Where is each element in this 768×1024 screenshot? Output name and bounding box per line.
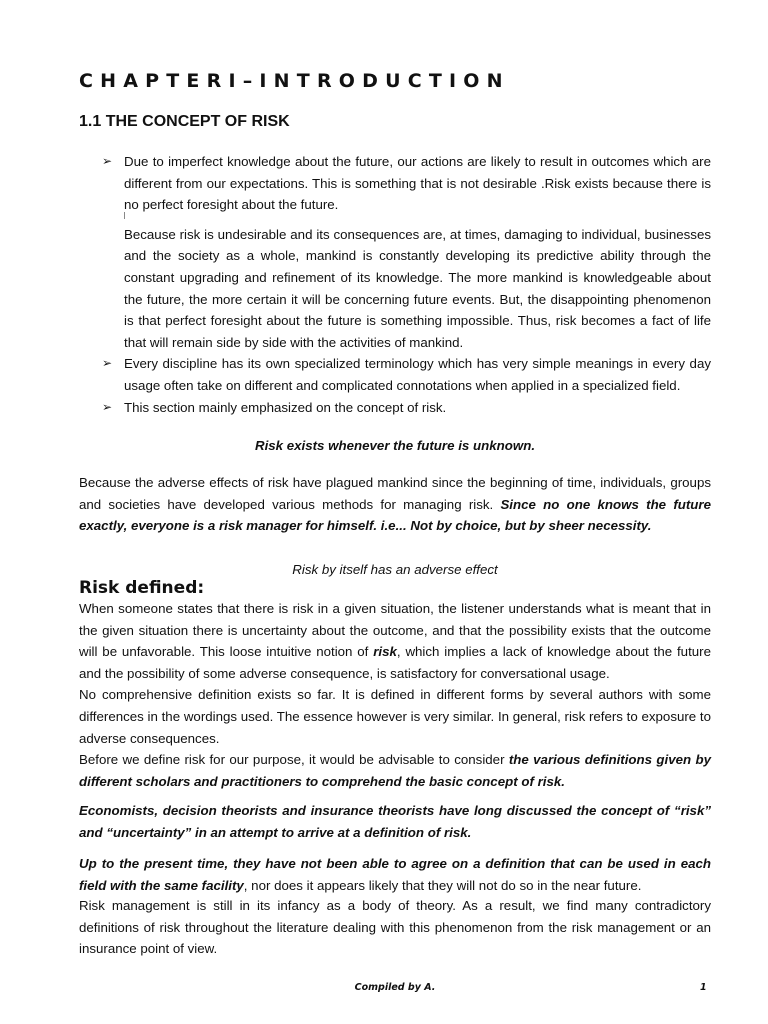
bullet-paragraph bbox=[124, 224, 711, 354]
paragraph-emphasis: Up to the present time, they have not been able to agree on a definition that can be used in each field with the same facility bbox=[79, 856, 711, 893]
arrow-bullet-icon: ➢ bbox=[102, 154, 113, 168]
paragraph-economists: Economists, decision theorists and insurance theorists have long discussed the concept of “risk” and “uncertainty” in an attempt to arrive at a definition of risk. bbox=[79, 803, 711, 840]
paragraph-emphasis: the various definitions given by different scholars and practitioners to comprehend the basic concept of risk. bbox=[79, 752, 711, 789]
paragraph-line-group bbox=[79, 598, 711, 684]
paragraph-no-agreement bbox=[79, 853, 711, 896]
centered-statement bbox=[79, 562, 711, 577]
footer-compiled-by: Compiled by A. bbox=[354, 982, 436, 993]
risk-defined-heading: Risk defined: bbox=[79, 578, 205, 598]
paragraph-adverse-effects bbox=[79, 472, 711, 537]
bullet-text: Every discipline has its own specialized terminology which has very simple meanings in every day usage often take on different and complicated connotations when applied in a specialized field. bbox=[124, 356, 711, 393]
paragraph-text: When someone states that there is risk in a given situation, the listener understands what is meant that in the given situation there is uncertainty about the outcome, and that the possibility exists that the outcome will be unfavorable. This loose intuitive notion of bbox=[79, 601, 711, 660]
arrow-bullet-icon: ➢ bbox=[102, 356, 113, 371]
bullet-item bbox=[102, 397, 711, 419]
paragraph-text: , nor does it appears likely that they will not do so in the near future. bbox=[243, 877, 642, 893]
bullet-text: Due to imperfect knowledge about the future, our actions are likely to result in outcomes which are different from our expectations. This is something that is not desirable .Risk exists because there is no perfect foresight about the future. bbox=[124, 154, 711, 213]
paragraph-emphasis: risk bbox=[373, 644, 397, 660]
bullet-list bbox=[102, 151, 711, 418]
chapter-title: CHAPTERI–INTRODUCTION bbox=[79, 70, 510, 92]
paragraph-text: Because the adverse effects of risk have plagued mankind since the beginning of time, individuals, groups and societies have developed various methods for managing risk. bbox=[79, 475, 711, 512]
centered-statement: Risk exists whenever the future is unknown. bbox=[254, 438, 536, 453]
footer-page-number: 1 bbox=[700, 982, 707, 993]
bullet-item bbox=[102, 353, 711, 396]
arrow-bullet-icon: ➢ bbox=[102, 399, 113, 414]
text-cursor-mark bbox=[124, 212, 125, 219]
paragraph-risk-definition bbox=[79, 598, 711, 792]
paragraph-emphasis: Since no one knows the future exactly, everyone is a risk manager for himself. i.e... Not by choice, but by sheer necessity. bbox=[79, 496, 711, 534]
bullet-item bbox=[102, 151, 711, 216]
section-title: 1.1 THE CONCEPT OF RISK bbox=[79, 113, 290, 130]
paragraph-text: No comprehensive definition exists so far. It is defined in different forms by several authors with some differences in the wordings used. The essence however is very similar. In general, risk refers to exposure to adverse consequences. bbox=[79, 687, 711, 746]
paragraph-text: , which implies a lack of knowledge about the future and the possibility of some adverse consequence, is satisfactory for conversational usage. bbox=[79, 644, 711, 681]
paragraph-text: Before we define risk for our purpose, it would be advisable to consider bbox=[79, 752, 509, 768]
paragraph-risk-management: Risk management is still in its infancy as a body of theory. As a result, we find many contradictory definitions of risk throughout the literature dealing with this phenomenon from the risk management or an insurance point of view. bbox=[79, 898, 711, 957]
bullet-text: This section mainly emphasized on the concept of risk. bbox=[124, 399, 447, 415]
bullet-paragraph-text: Because risk is undesirable and its consequences are, at times, damaging to individual, businesses and the society as a whole, mankind is constantly developing its predictive ability through the constant upgrading and refinement of its knowledge. The more mankind is knowledgeable about the future, the more certain it will be concerning future events. But, the disappointing phenomenon is that perfect foresight about the future is something impossible. Thus, risk becomes a fact of life that will remain side by side with the activities of mankind. bbox=[124, 226, 711, 350]
centered-statement-text: Risk by itself has an adverse effect bbox=[292, 562, 498, 577]
paragraph-line-group bbox=[79, 749, 711, 792]
